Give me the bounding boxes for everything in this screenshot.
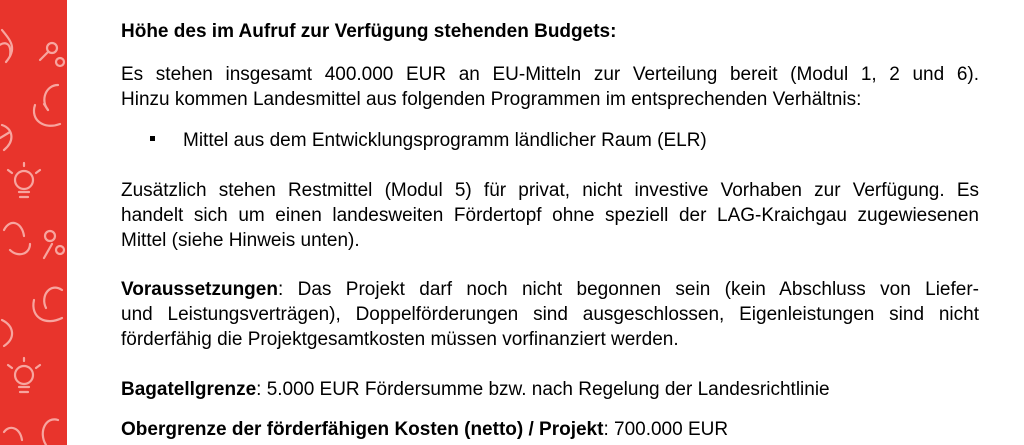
- paragraph-line: [121, 277, 979, 302]
- list-item-text: Mittel aus dem Entwicklungsprogramm ländlicher Raum (ELR): [183, 130, 707, 151]
- residual-funds-paragraph: [121, 178, 979, 253]
- recycle-icon: [4, 223, 30, 254]
- cost-cap-text: : 700.000 EUR: [603, 419, 729, 440]
- budget-intro-line: Hinzu kommen Landesmittel aus folgenden Programmen im entsprechenden Verhältnis:: [121, 89, 862, 110]
- paragraph-line: Zusätzlich stehen Restmittel (Modul 5) für privat, nicht investive Vorhaben zur Verfügung. Es: [121, 180, 979, 201]
- leaf-icon: [0, 30, 12, 62]
- paragraph-line: Mittel (siehe Hinweis unten).: [121, 230, 360, 251]
- budget-heading: Höhe des im Aufruf zur Verfügung stehenden Budgets:: [121, 21, 617, 42]
- requirements-label: Voraussetzungen: [121, 279, 278, 300]
- sidebar-pattern: [0, 0, 67, 445]
- bullet-icon: [150, 136, 155, 141]
- leaf-icon: [0, 125, 11, 150]
- recycle-icon: [4, 419, 58, 445]
- budget-intro: [121, 62, 979, 112]
- recycle-icon: [34, 85, 60, 126]
- paragraph-line: und Leistungsverträgen), Doppelförderungen sind ausgeschlossen, Eigenleistungen sind nicht: [121, 304, 979, 325]
- requirements-text: : Das Projekt darf noch nicht begonnen sein (kein Abschluss von Liefer-: [277, 279, 979, 300]
- requirements-paragraph: [121, 277, 979, 352]
- molecule-icon: [40, 43, 64, 66]
- list-item: [150, 130, 707, 152]
- paragraph-line: handelt sich um einen landesweiten Fördertopf ohne speziell der LAG-Kraichgau zugewiesenen: [121, 205, 979, 226]
- threshold-paragraph: [121, 377, 979, 402]
- decorative-sidebar: [0, 0, 67, 445]
- molecule-icon: [44, 231, 64, 258]
- paragraph-line: [121, 417, 979, 442]
- threshold-label: Bagatellgrenze: [121, 379, 257, 400]
- lightbulb-icon: [8, 163, 40, 197]
- cost-cap-label: Obergrenze der förderfähigen Kosten (netto) / Projekt: [121, 419, 604, 440]
- recycle-icon: [33, 288, 62, 321]
- paragraph-line: [121, 377, 979, 402]
- lightbulb-icon: [8, 358, 40, 392]
- leaf-icon: [2, 320, 12, 346]
- threshold-text: : 5.000 EUR Fördersumme bzw. nach Regelung der Landesrichtlinie: [256, 379, 830, 400]
- budget-intro-line: Es stehen insgesamt 400.000 EUR an EU-Mitteln zur Verteilung bereit (Modul 1, 2 und 6).: [121, 64, 979, 85]
- cost-cap-paragraph: [121, 417, 979, 442]
- paragraph-line: förderfähig die Projektgesamtkosten müssen vorfinanziert werden.: [121, 329, 679, 350]
